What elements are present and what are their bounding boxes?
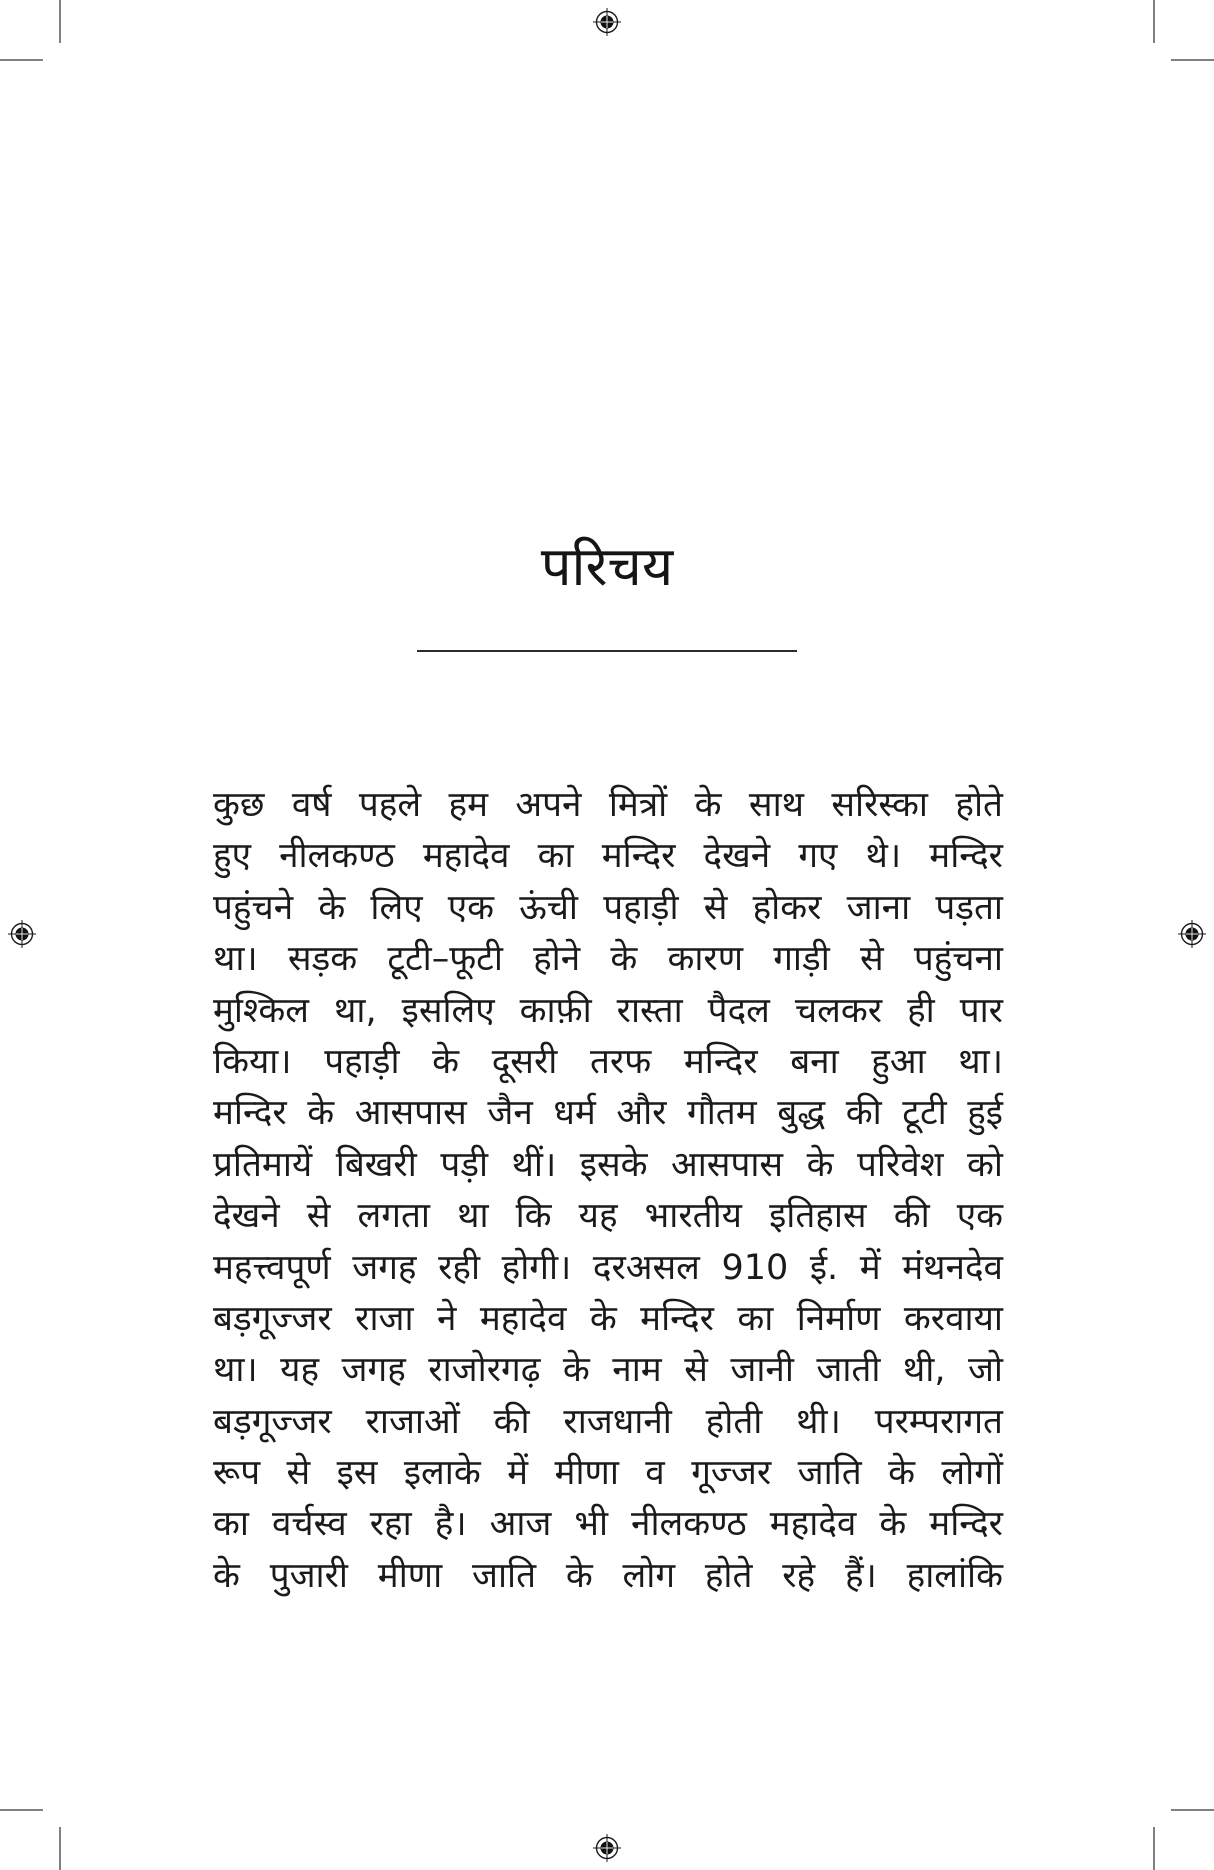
body-line: था। यह जगह राजोरगढ़ के नाम से जानी जाती थी, जो [213,1350,1003,1391]
registration-mark-left-icon [7,919,37,949]
crop-mark-top-left-vertical [59,0,61,43]
body-line: प्रतिमायें बिखरी पड़ी थीं। इसके आसपास के परिवेश को [213,1144,1003,1185]
title-underline-rule [417,650,797,652]
crop-mark-top-right-vertical [1153,0,1155,43]
body-line: किया। पहाड़ी के दूसरी तरफ मन्दिर बना हुआ था। [213,1041,1003,1082]
registration-mark-bottom-icon [592,1833,622,1863]
body-line: देखने से लगता था कि यह भारतीय इतिहास की एक [213,1196,1003,1237]
body-line: कुछ वर्ष पहले हम अपने मित्रों के साथ सरिस्का होते [213,785,1003,825]
body-line: बड़गूज्जर राजा ने महादेव के मन्दिर का निर्माण करवाया [213,1298,1003,1339]
crop-mark-bottom-right-vertical [1153,1827,1155,1870]
body-line: का वर्चस्व रहा है। आज भी नीलकण्ठ महादेव के मन्दिर [213,1504,1003,1545]
body-line: पहुंचने के लिए एक ऊंची पहाड़ी से होकर जाना पड़ता [213,887,1003,928]
crop-mark-bottom-right-horizontal [1171,1809,1214,1811]
crop-mark-bottom-left-vertical [59,1827,61,1870]
body-line: रूप से इस इलाके में मीणा व गूज्जर जाति के लोगों [213,1453,1003,1494]
body-line: महत्त्वपूर्ण जगह रही होगी। दरअसल 910 ई. में मंथनदेव [213,1247,1003,1288]
body-line: था। सड़क टूटी–फूटी होने के कारण गाड़ी से पहुंचना [213,939,1003,980]
body-paragraph [213,780,1003,1602]
registration-mark-right-icon [1177,919,1207,949]
chapter-title: परिचय [540,535,674,598]
body-line: हुए नीलकण्ठ महादेव का मन्दिर देखने गए थे। मन्दिर [213,836,1003,877]
crop-mark-bottom-left-horizontal [0,1809,43,1811]
body-line: बड़गूज्जर राजाओं की राजधानी होती थी। परम्परागत [213,1401,1003,1442]
registration-mark-top-icon [592,7,622,37]
crop-mark-top-right-horizontal [1171,59,1214,61]
body-line: मन्दिर के आसपास जैन धर्म और गौतम बुद्ध की टूटी हुई [213,1093,1003,1134]
crop-mark-top-left-horizontal [0,59,43,61]
body-line: के पुजारी मीणा जाति के लोग होते रहे हैं। हालांकि [213,1555,1003,1596]
body-line: मुश्किल था, इसलिए काफ़ी रास्ता पैदल चलकर ही पार [213,990,1003,1031]
